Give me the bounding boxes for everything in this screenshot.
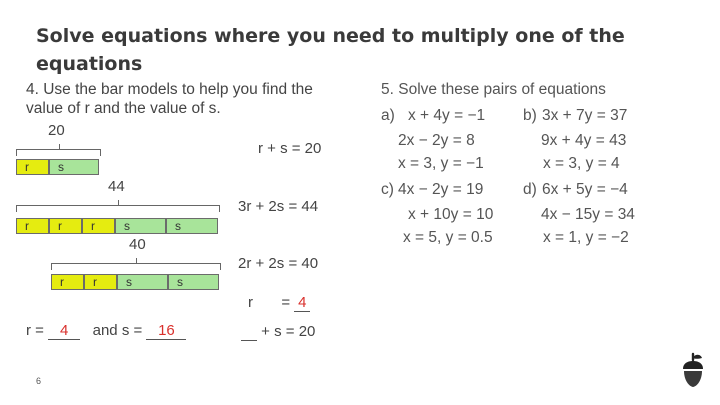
bar2-cell-s1: s [115,218,166,234]
bar2-total: 44 [108,178,125,195]
page-title: Solve equations where you need to multiply one of the equations [36,25,625,75]
bar1-equation: r + s = 20 [258,140,322,157]
q5a-eq1: x + 4y = −1 [408,107,486,124]
q5a-label: a) [381,107,395,124]
bar1-brace [16,149,101,156]
work-r-value: 4 [294,294,310,312]
bar2-cell-r1: r [16,218,49,234]
question-4-text: 4. Use the bar models to help you find the value of r and the value of s. [26,81,313,117]
work-r-label: r [248,294,253,311]
bar1-cell-r: r [16,159,49,175]
answer-s-value: 16 [146,322,186,340]
q5b-eq2: 9x + 4y = 43 [541,132,627,149]
bar1-cell-s: s [49,159,99,175]
acorn-icon [680,352,706,388]
bar2-cell-r2: r [49,218,82,234]
bar3-cell-r1: r [51,274,84,290]
page-number: 6 [36,376,42,386]
bar3-equation: 2r + 2s = 40 [238,255,319,272]
bar2-cell-r3: r [82,218,115,234]
q5c-label: c) [381,181,394,198]
q5c-answer: x = 5, y = 0.5 [403,229,493,246]
work-r-equals: = [281,294,291,311]
bar3-cell-s1: s [117,274,168,290]
q5c-eq2: x + 10y = 10 [408,206,494,223]
q5d-eq1: 6x + 5y = −4 [542,181,628,198]
q5d-eq2: 4x − 15y = 34 [541,206,635,223]
bar3-brace [51,263,221,270]
bar2-cell-s2: s [166,218,218,234]
q5c-eq1: 4x − 2y = 19 [398,181,484,198]
bar3-cell-r2: r [84,274,117,290]
work-r-line [248,294,310,312]
question-5-heading: 5. Solve these pairs of equations [381,81,606,98]
q5d-label: d) [523,181,537,198]
q5d-answer: x = 1, y = −2 [543,229,629,246]
answer-s-prefix: and s = [92,322,143,339]
bar2-equation: 3r + 2s = 44 [238,198,319,215]
q5a-eq2: 2x − 2y = 8 [398,132,475,149]
bar3-cell-s2: s [168,274,219,290]
work-sub-equation: + s = 20 [261,323,316,340]
bar3-total: 40 [129,236,146,253]
bar1-total: 20 [48,122,65,139]
answer-r-prefix: r = [26,322,44,339]
q5b-eq1: 3x + 7y = 37 [542,107,628,124]
q4-answer-line [26,322,186,340]
work-sub-line [241,323,315,341]
q5b-label: b) [523,107,537,124]
q5a-answer: x = 3, y = −1 [398,155,484,172]
bar2-brace [16,205,220,212]
q5b-answer: x = 3, y = 4 [543,155,620,172]
answer-r-value: 4 [48,322,80,340]
